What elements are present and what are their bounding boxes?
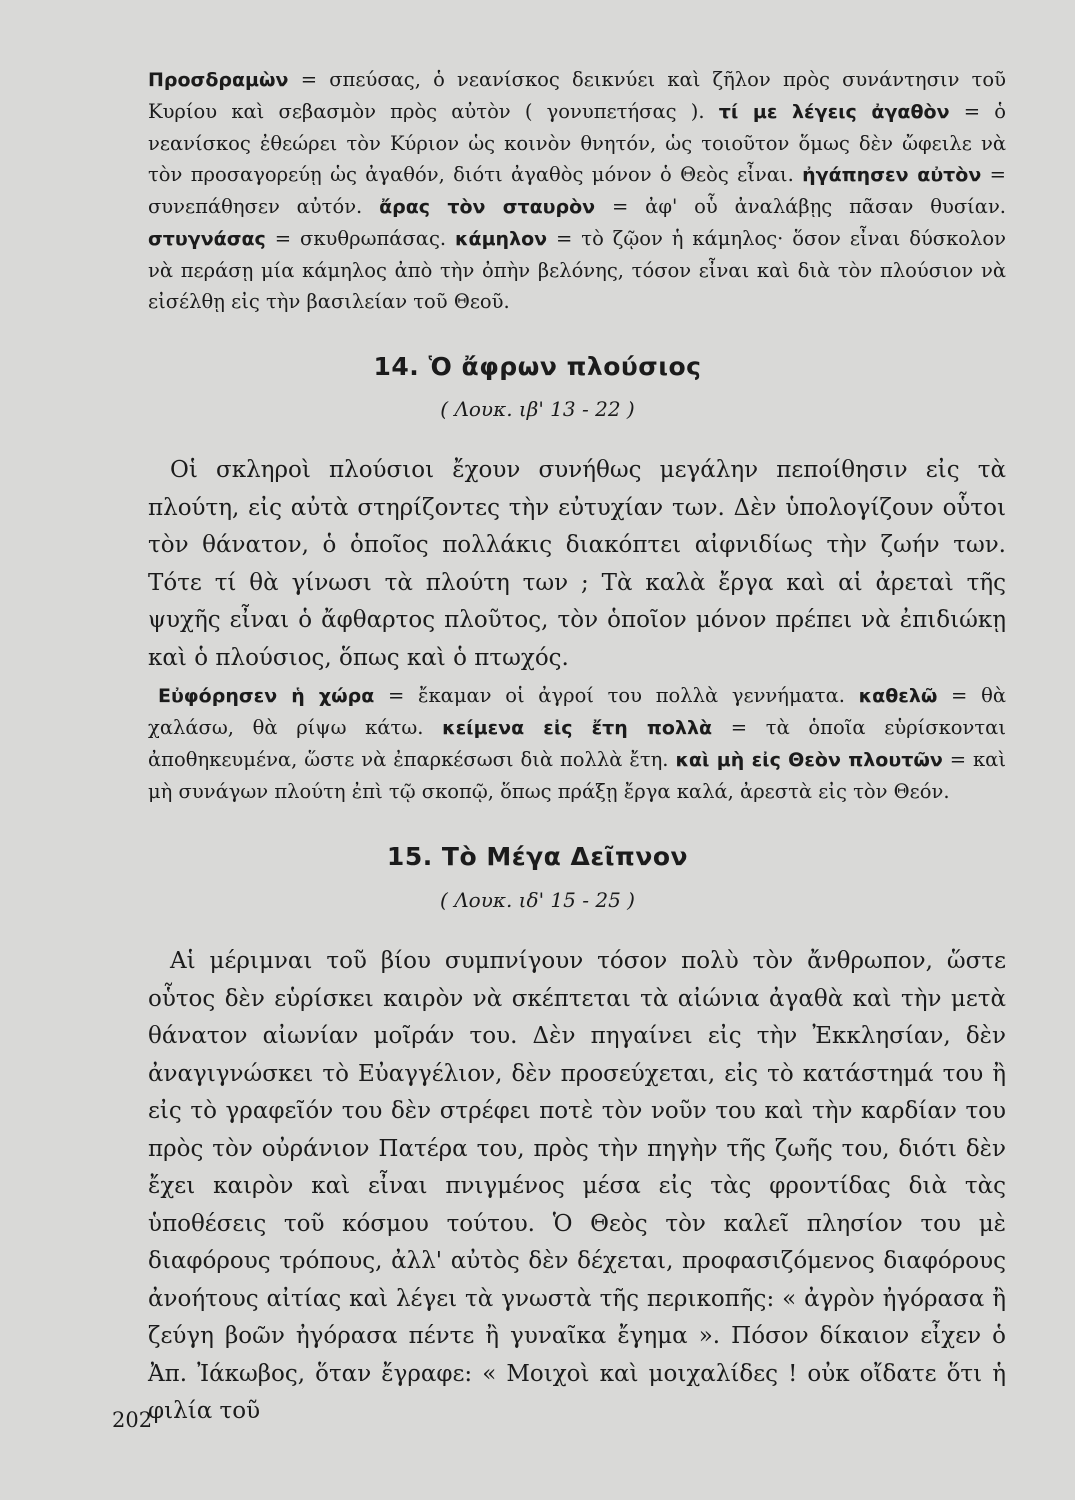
gloss-definition: = ἀφ' οὗ ἀναλάβῃς πᾶσαν θυσίαν.: [595, 195, 1006, 218]
gloss-term: καὶ μὴ εἰς Θεὸν πλουτῶν: [675, 749, 943, 771]
section-15-body: Αἱ μέριμναι τοῦ βίου συμπνίγουν τόσον πολὺ τὸν ἄνθρωπον, ὥστε οὗτος δὲν εὑρίσκει καιρὸν νὰ σκέπτεται τὰ αἰώνια ἀγαθὰ καὶ τὴν μετὰ θάνατον αἰωνίαν μοῖράν του. Δὲν πηγαίνει εἰς τὴν Ἐκκλησίαν, δὲν ἀναγιγνώσκει τὸ Εὐαγγέλιον, δὲν προσεύχεται, εἰς τὸ κατάστημά του ἢ εἰς τὸ γραφεῖόν του δὲν στρέφει ποτὲ τὸν νοῦν του καὶ τὴν καρδίαν του πρὸς τὸν οὐράνιον Πατέρα του, πρὸς τὴν πηγὴν τῆς ζωῆς του, διότι δὲν ἔχει καιρὸν καὶ εἶναι πνιγμένος μέσα εἰς τὰς φροντίδας διὰ τὰς ὑποθέσεις τοῦ κόσμου τούτου. Ὁ Θεὸς τὸν καλεῖ πλησίον του μὲ διαφόρους τρόπους, ἀλλ' αὐτὸς δὲν δέχεται, προφασιζόμενος διαφόρους ἀνοήτους αἰτίας καὶ λέγει τὰ γνωστὰ τῆς περικοπῆς: « ἀγρὸν ἠγόρασα ἢ ζεύγη βοῶν ἠγόρασα πέντε ἢ γυναῖκα ἔγημα ». Πόσον δίκαιον εἶχεν ὁ Ἀπ. Ἰάκωβος, ὅταν ἔγραφε: « Μοιχοὶ καὶ μοιχαλίδες ! οὐκ οἴδατε ὅτι ἡ φιλία τοῦ: [148, 948, 1006, 1424]
gloss-term: καθελῶ: [858, 685, 938, 707]
gloss-definition: = ὁ νεανίσκος ἐθεώρει τὸν Κύριον ὡς κοινὸν θνητόν, ὡς τοιοῦτον ὅμως δὲν ὤφειλε νὰ τὸν προσαγορεύῃ ὡς ἀγαθόν, διότι ἀγαθὸς μόνον ὁ Θεὸς εἶναι.: [148, 100, 1006, 186]
section-14-title: 14. Ὁ ἄφρων πλούσιος: [373, 352, 702, 381]
gloss-paragraph-13: [148, 64, 1006, 317]
gloss-definition: = τὸ ζῷον ἡ κάμηλος· ὅσον εἶναι δύσκολον νὰ περάσῃ μία κάμηλος ἀπὸ τὴν ὀπὴν βελόνης, τόσον εἶναι καὶ διὰ τὸν πλούσιον νὰ εἰσέλθῃ εἰς τὴν βασιλείαν τοῦ Θεοῦ.: [148, 227, 1006, 313]
gloss-term: κάμηλον: [455, 228, 548, 250]
gloss-term: κείμενα εἰς ἔτη πολλὰ: [442, 717, 713, 739]
section-15-reference: ( Λουκ. ιδ' 15 - 25 ): [440, 888, 635, 912]
gloss-term: ἠγάπησεν αὐτὸν: [802, 164, 982, 186]
gloss-term: τί με λέγεις ἀγαθὸν: [718, 101, 950, 123]
gloss-term: ἄρας τὸν σταυρὸν: [379, 196, 596, 218]
gloss-definition: = τὰ ὁποῖα εὑρίσκονται ἀποθηκευμένα, ὥστε νὰ ἐπαρκέσωσι διὰ πολλὰ ἔτη.: [148, 716, 1006, 771]
section-15-title: 15. Τὸ Μέγα Δεῖπνον: [386, 842, 689, 871]
gloss-definition: = σπεύσας, ὁ νεανίσκος δεικνύει καὶ ζῆλον πρὸς συνάντησιν τοῦ Κυρίου καὶ σεβασμὸν πρὸς αὐτὸν ( γονυπετήσας ).: [148, 68, 1006, 123]
gloss-term: Εὐφόρησεν ἡ χώρα: [158, 685, 375, 707]
gloss-paragraph-14: [148, 680, 1006, 807]
page-number: 202: [112, 1408, 153, 1432]
section-14-reference: ( Λουκ. ιβ' 13 - 22 ): [440, 397, 635, 421]
gloss-definition: = ἔκαμαν οἱ ἀγροί του πολλὰ γεννήματα.: [374, 684, 859, 707]
section-14-body: Οἱ σκληροὶ πλούσιοι ἔχουν συνήθως μεγάλην πεποίθησιν εἰς τὰ πλούτη, εἰς αὐτὰ στηρίζοντες τὴν εὐτυχίαν των. Δὲν ὑπολογίζουν οὗτοι τὸν θάνατον, ὁ ὁποῖος πολλάκις διακόπτει αἰφνιδίως τὴν ζωήν των. Τότε τί θὰ γίνωσι τὰ πλούτη των ; Τὰ καλὰ ἔργα καὶ αἱ ἀρεταὶ τῆς ψυχῆς εἶναι ὁ ἄφθαρτος πλοῦτος, τὸν ὁποῖον μόνον πρέπει νὰ ἐπιδιώκῃ καὶ ὁ πλούσιος, ὅπως καὶ ὁ πτωχός.: [148, 457, 1006, 671]
gloss-definition: = θὰ χαλάσω, θὰ ρίψω κάτω.: [148, 684, 1006, 739]
gloss-definition: = συνεπάθησεν αὐτόν.: [148, 163, 1006, 218]
gloss-term: στυγνάσας: [148, 228, 266, 250]
gloss-definition: = καὶ μὴ συνάγων πλούτη ἐπὶ τῷ σκοπῷ, ὅπως πράξῃ ἔργα καλά, ἀρεστὰ εἰς τὸν Θεόν.: [148, 748, 1006, 803]
gloss-term: Προσδραμὼν: [148, 69, 289, 91]
gloss-definition: = σκυθρωπάσας.: [265, 227, 456, 250]
